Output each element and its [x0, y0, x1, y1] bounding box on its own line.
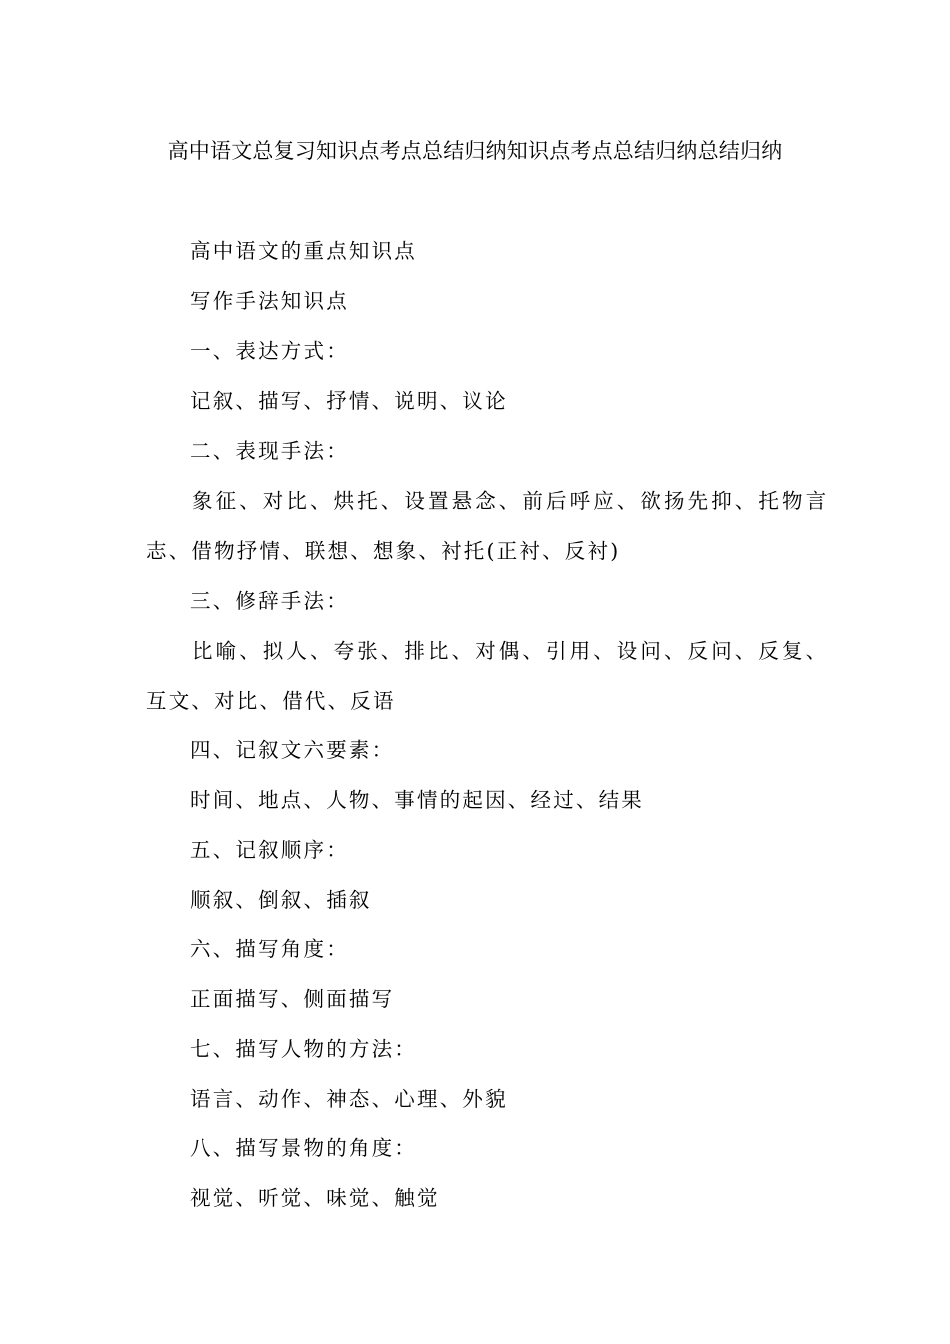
section-heading-key-points: 高中语文的重点知识点: [190, 239, 417, 263]
item-content-description-angle: 正面描写、侧面描写: [190, 987, 395, 1011]
item-content-scenery-angles: 视觉、听觉、味觉、触觉: [190, 1186, 440, 1210]
item-content-narrative-order: 顺叙、倒叙、插叙: [190, 888, 372, 912]
item-heading-narrative-elements: 四、记叙文六要素：: [190, 738, 395, 762]
item-content-rhetoric: 比喻、拟人、夸张、排比、对偶、引用、设问、反问、反复、: [192, 639, 830, 663]
item-content-narrative-elements: 时间、地点、人物、事情的起因、经过、结果: [190, 788, 644, 812]
item-heading-narrative-order: 五、记叙顺序：: [190, 838, 349, 862]
item-heading-rhetoric: 三、修辞手法：: [190, 589, 349, 613]
document-title: 高中语文总复习知识点考点总结归纳知识点考点总结归纳总结归纳: [167, 139, 783, 163]
item-heading-character-methods: 七、描写人物的方法：: [190, 1037, 417, 1061]
item-heading-expression-modes: 一、表达方式：: [190, 339, 349, 363]
item-content-rhetoric-cont: 互文、对比、借代、反语: [146, 689, 396, 713]
item-content-expressive-techniques-cont: 志、借物抒情、联想、想象、衬托(正衬、反衬): [146, 539, 621, 563]
item-content-expression-modes: 记叙、描写、抒情、说明、议论: [190, 389, 508, 413]
item-heading-description-angle: 六、描写角度：: [190, 937, 349, 961]
item-heading-expressive-techniques: 二、表现手法：: [190, 439, 349, 463]
item-heading-scenery-angles: 八、描写景物的角度：: [190, 1136, 417, 1160]
item-content-character-methods: 语言、动作、神态、心理、外貌: [190, 1087, 508, 1111]
item-content-expressive-techniques: 象征、对比、烘托、设置悬念、前后呼应、欲扬先抑、托物言: [192, 489, 830, 513]
section-heading-writing-techniques: 写作手法知识点: [190, 289, 349, 313]
